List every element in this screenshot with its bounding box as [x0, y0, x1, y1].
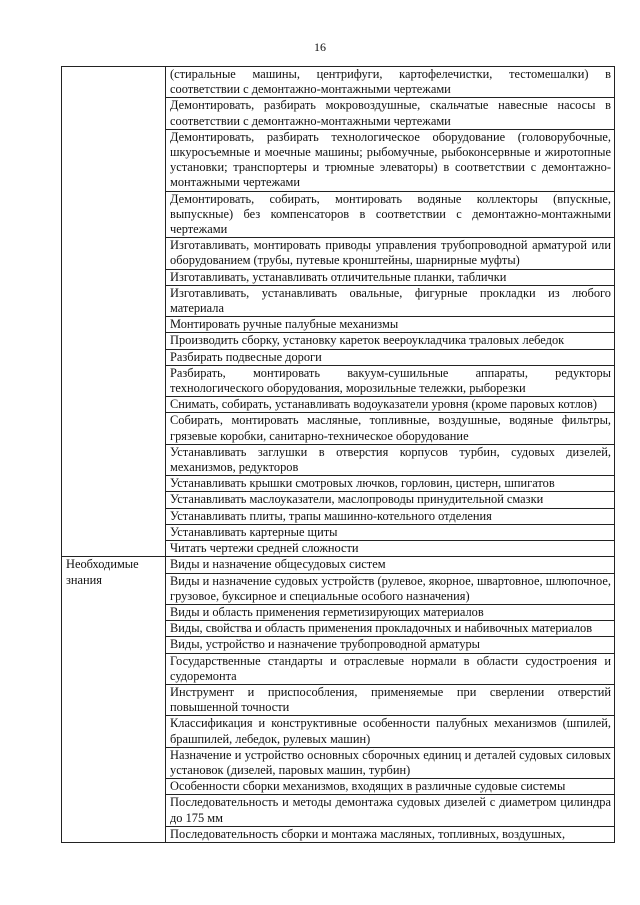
item-cell: Разбирать, монтировать вакуум-сушильные аппараты, редукторы технологического оборудования, морозильные тележки, рыборезки	[166, 365, 615, 396]
table-row	[62, 557, 615, 573]
item-cell: Назначение и устройство основных сборочных единиц и деталей судовых силовых установок (дизелей, паровых машин, турбин)	[166, 747, 615, 778]
item-cell: Устанавливать крышки смотровых лючков, горловин, цистерн, шпигатов	[166, 476, 615, 492]
item-cell: Демонтировать, собирать, монтировать водяные коллекторы (впускные, выпускные) без компенсаторов в соответствии с демонтажно-монтажными чертежами	[166, 191, 615, 238]
item-cell: Виды и назначение общесудовых систем	[166, 557, 615, 573]
table-body	[62, 67, 615, 843]
page-number: 16	[314, 40, 326, 54]
item-cell: Устанавливать плиты, трапы машинно-котельного отделения	[166, 508, 615, 524]
item-cell: Особенности сборки механизмов, входящих в различные судовые системы	[166, 779, 615, 795]
item-cell: Изготавливать, монтировать приводы управления трубопроводной арматурой или оборудованием (трубы, путевые кронштейны, шарнирные муфты)	[166, 238, 615, 269]
item-cell: Производить сборку, установку кареток веероукладчика траловых лебедок	[166, 333, 615, 349]
item-cell: Устанавливать маслоуказатели, маслопроводы принудительной смазки	[166, 492, 615, 508]
item-cell: Разбирать подвесные дороги	[166, 349, 615, 365]
item-cell: Собирать, монтировать масляные, топливные, воздушные, водяные фильтры, грязевые коробки, санитарно-техническое оборудование	[166, 413, 615, 444]
item-cell: Инструмент и приспособления, применяемые при сверлении отверстий повышенной точности	[166, 684, 615, 715]
item-cell: Виды, устройство и назначение трубопроводной арматуры	[166, 637, 615, 653]
item-cell: Государственные стандарты и отраслевые нормали в области судостроения и судоремонта	[166, 653, 615, 684]
table-row	[62, 67, 615, 98]
item-cell: Демонтировать, разбирать мокровоздушные, скальчатые навесные насосы в соответствии с демонтажно-монтажными чертежами	[166, 98, 615, 129]
item-cell: Виды и область применения герметизирующих материалов	[166, 604, 615, 620]
competency-table	[61, 66, 615, 843]
item-cell: Виды и назначение судовых устройств (рулевое, якорное, швартовное, шлюпочное, грузовое, буксирное и специальные особого назначения)	[166, 573, 615, 604]
item-cell: Изготавливать, устанавливать овальные, фигурные прокладки из любого материала	[166, 285, 615, 316]
item-cell: Снимать, собирать, устанавливать водоуказатели уровня (кроме паровых котлов)	[166, 397, 615, 413]
item-cell: Устанавливать картерные щиты	[166, 524, 615, 540]
item-cell: Последовательность и методы демонтажа судовых дизелей с диаметром цилиндра до 175 мм	[166, 795, 615, 826]
item-cell: Устанавливать заглушки в отверстия корпусов турбин, судовых дизелей, механизмов, редукторов	[166, 444, 615, 475]
item-cell: Классификация и конструктивные особенности палубных механизмов (шпилей, брашпилей, лебедок, рулевых машин)	[166, 716, 615, 747]
item-cell: (стиральные машины, центрифуги, картофелечистки, тестомешалки) в соответствии с демонтажно-монтажными чертежами	[166, 67, 615, 98]
category-cell	[62, 67, 166, 557]
item-cell: Читать чертежи средней сложности	[166, 541, 615, 557]
item-cell: Виды, свойства и область применения прокладочных и набивочных материалов	[166, 621, 615, 637]
item-cell: Последовательность сборки и монтажа масляных, топливных, воздушных,	[166, 826, 615, 842]
category-cell: Необходимые знания	[62, 557, 166, 843]
item-cell: Монтировать ручные палубные механизмы	[166, 317, 615, 333]
item-cell: Изготавливать, устанавливать отличительные планки, таблички	[166, 269, 615, 285]
item-cell: Демонтировать, разбирать технологическое оборудование (головорубочные, шкуросъемные и моечные машины; рыбомучные, рыбоконсервные и жиротопные установки; транспортеры и трюмные элеваторы) в соответствии с демонтажно-монтажными чертежами	[166, 129, 615, 191]
